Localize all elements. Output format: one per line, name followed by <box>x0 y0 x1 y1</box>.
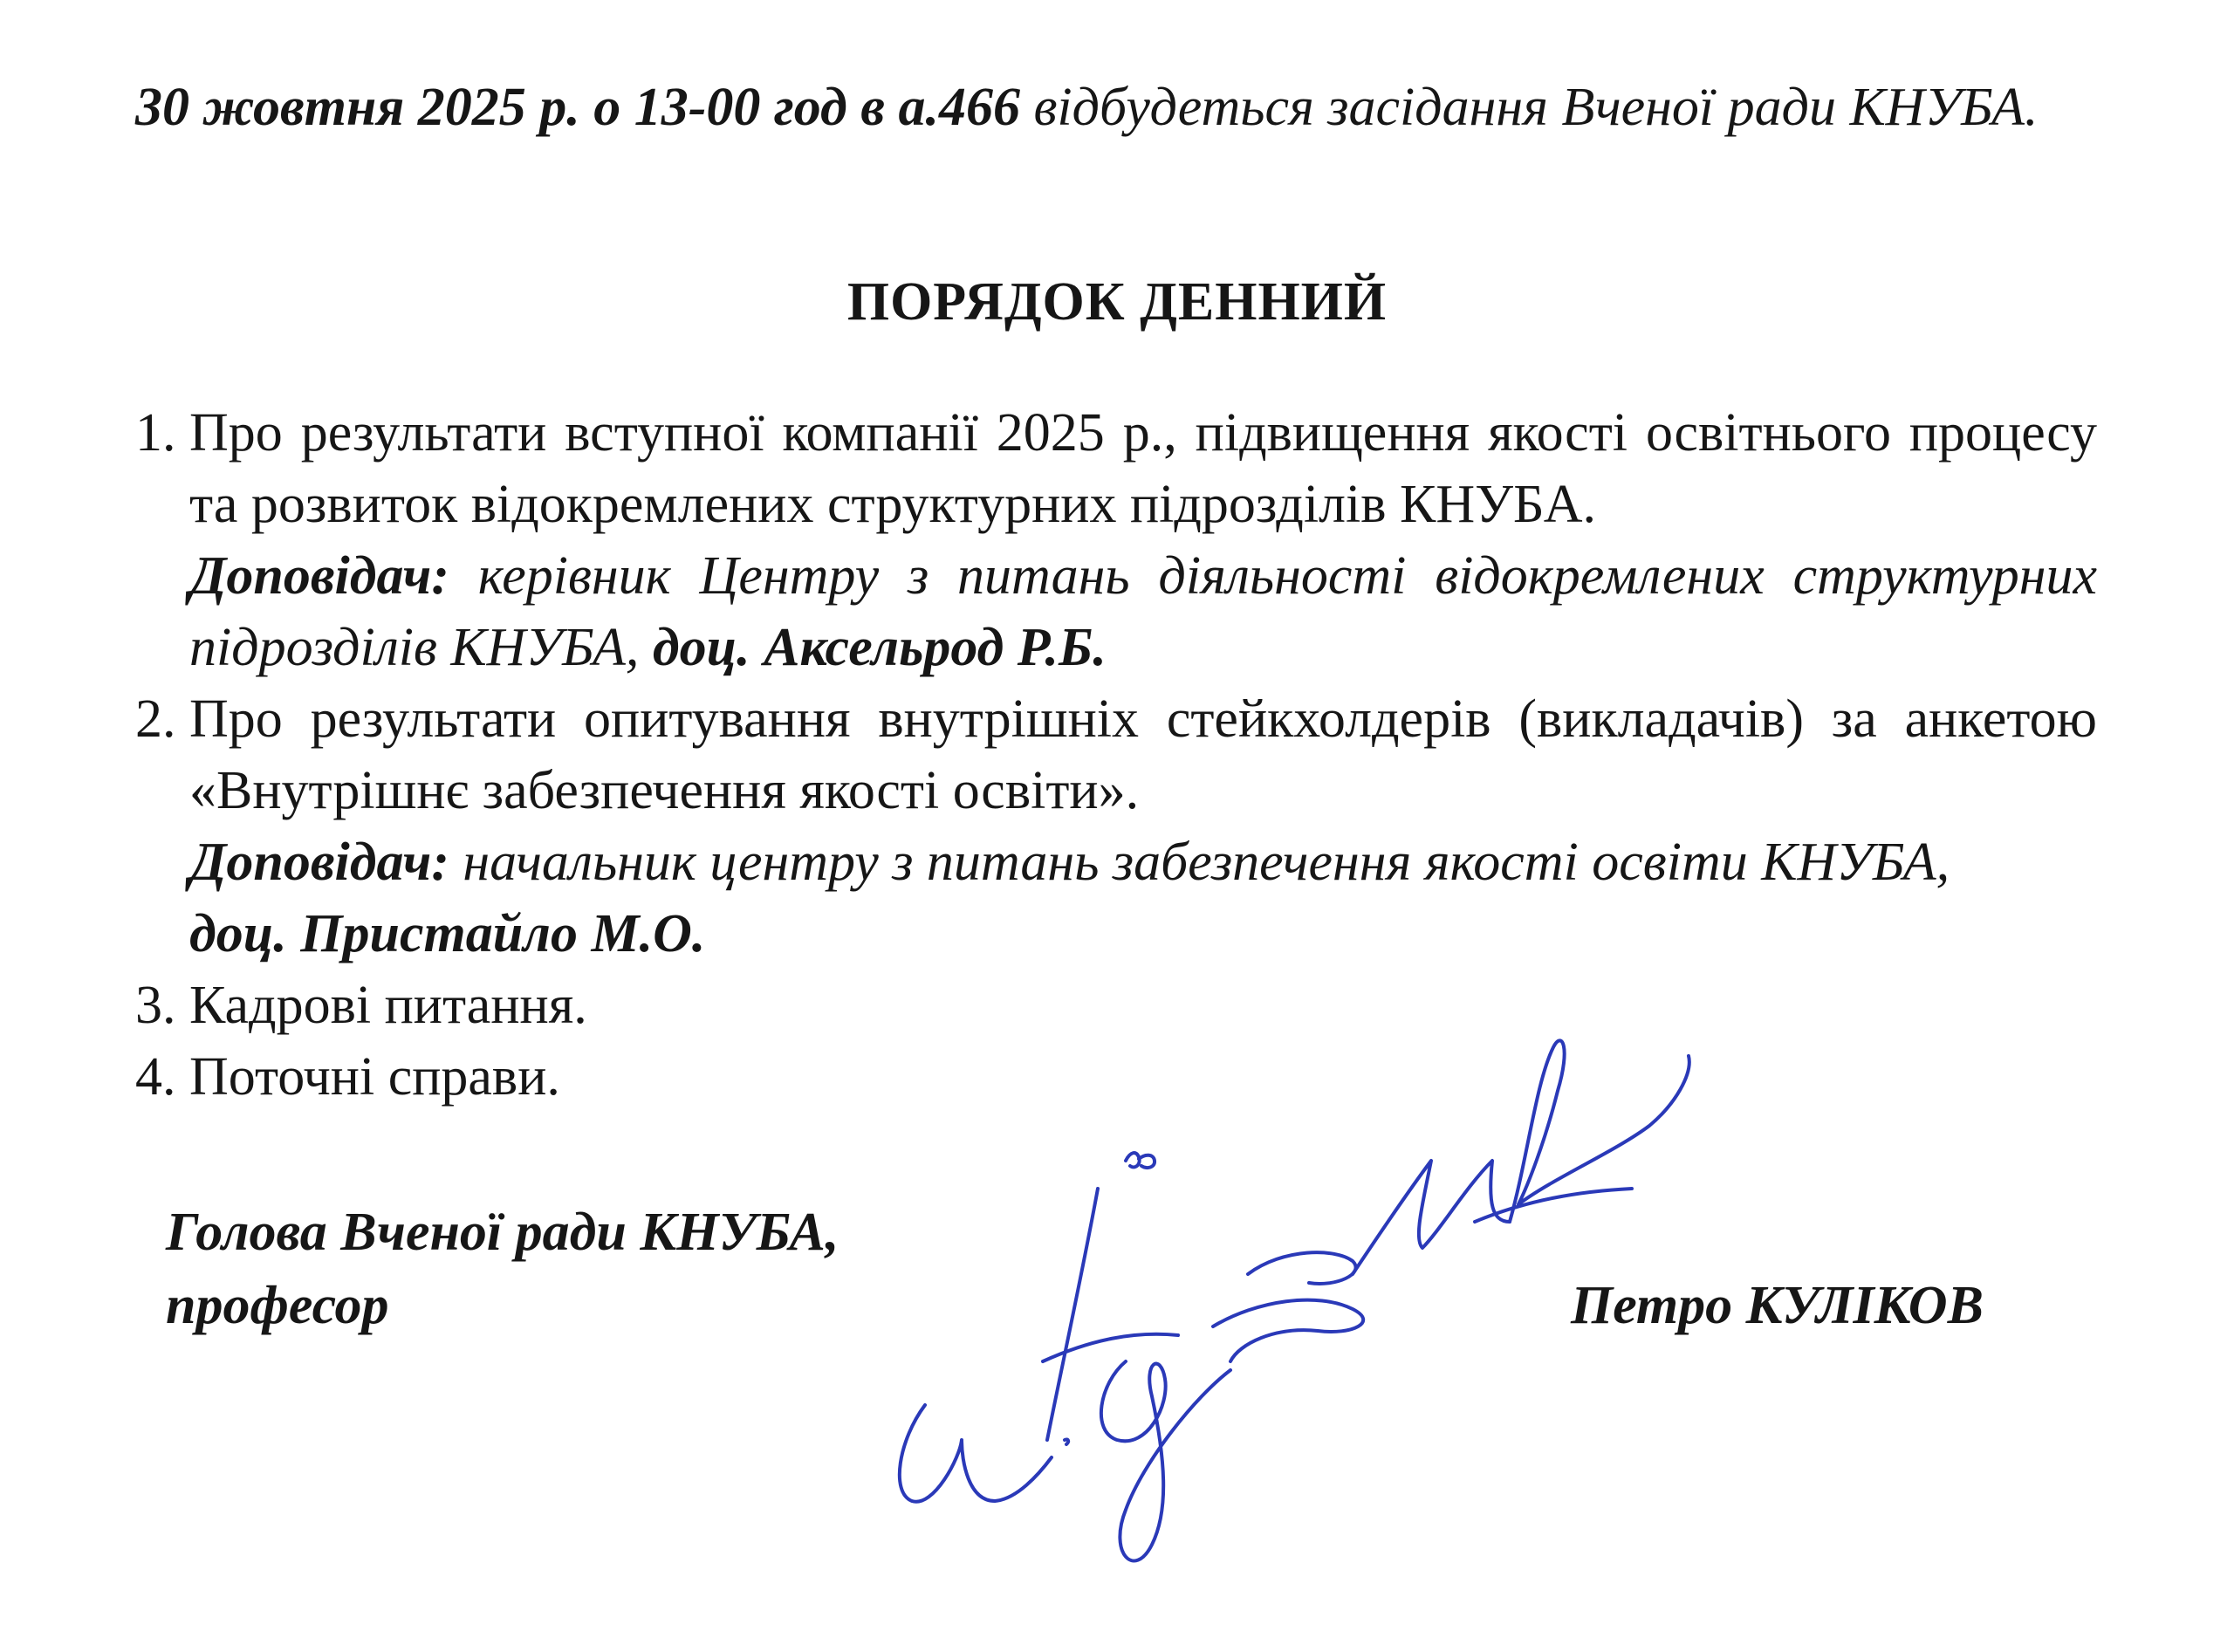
agenda-item-1 <box>135 397 2097 683</box>
agenda-item-number: 3. <box>135 976 176 1035</box>
agenda-item-text: Про результати вступної компанії 2025 р., підвищення якості освітнього процесу та розвиток відокремлених структурних підрозділів КНУБА. <box>189 403 2097 534</box>
signatory-position-line1: Голова Вченої ради КНУБА, <box>166 1203 839 1262</box>
agenda-title: ПОРЯДОК ДЕННИЙ <box>846 272 1388 332</box>
speaker-role: начальник центру з питань забезпечення якості освіти КНУБА, <box>449 833 1950 892</box>
signature-stroke <box>1510 1040 1689 1222</box>
signature-stroke <box>1047 1189 1098 1440</box>
agenda-item-number: 1. <box>135 403 176 463</box>
signature-stroke <box>1213 1252 1363 1361</box>
agenda-item-text: Про результати опитування внутрішніх стейкхолдерів (викладачів) за анкетою «Внутрішнє забезпечення якості освіти». <box>189 689 2097 820</box>
speaker-label: Доповідач: <box>189 833 449 892</box>
meeting-announcement-text: відбудеться засідання Вченої ради КНУБА. <box>1019 78 2039 137</box>
speaker-role: керівник Центру з питань діяльності відокремлених структурних підрозділів КНУБА, <box>189 546 2097 677</box>
agenda-item-speaker <box>189 826 2097 970</box>
meeting-announcement <box>135 72 2090 143</box>
agenda-item-number: 2. <box>135 689 176 749</box>
agenda-item-2 <box>135 683 2097 970</box>
signatory-name: Петро КУЛІКОВ <box>1571 1276 1984 1335</box>
agenda-item-text: Поточні справи. <box>189 1047 560 1107</box>
agenda-item-number: 4. <box>135 1047 176 1107</box>
speaker-name: доц. Аксельрод Р.Б. <box>652 618 1107 677</box>
signature-stroke <box>1065 1439 1068 1444</box>
signatory-position-line2: професор <box>166 1276 389 1335</box>
agenda-item-speaker <box>189 540 2097 683</box>
signature-stroke <box>1101 1361 1230 1561</box>
meeting-date-time-room: 30 жовтня 2025 р. о 13-00 год в а.466 <box>135 78 1020 137</box>
speaker-name: доц. Пристайло М.О. <box>189 904 706 963</box>
signatory-position <box>166 1196 839 1342</box>
signature-stroke <box>1126 1153 1155 1168</box>
speaker-label: Доповідач: <box>189 546 449 606</box>
signature-stroke <box>900 1405 1052 1502</box>
agenda-item-text: Кадрові питання. <box>189 976 587 1035</box>
